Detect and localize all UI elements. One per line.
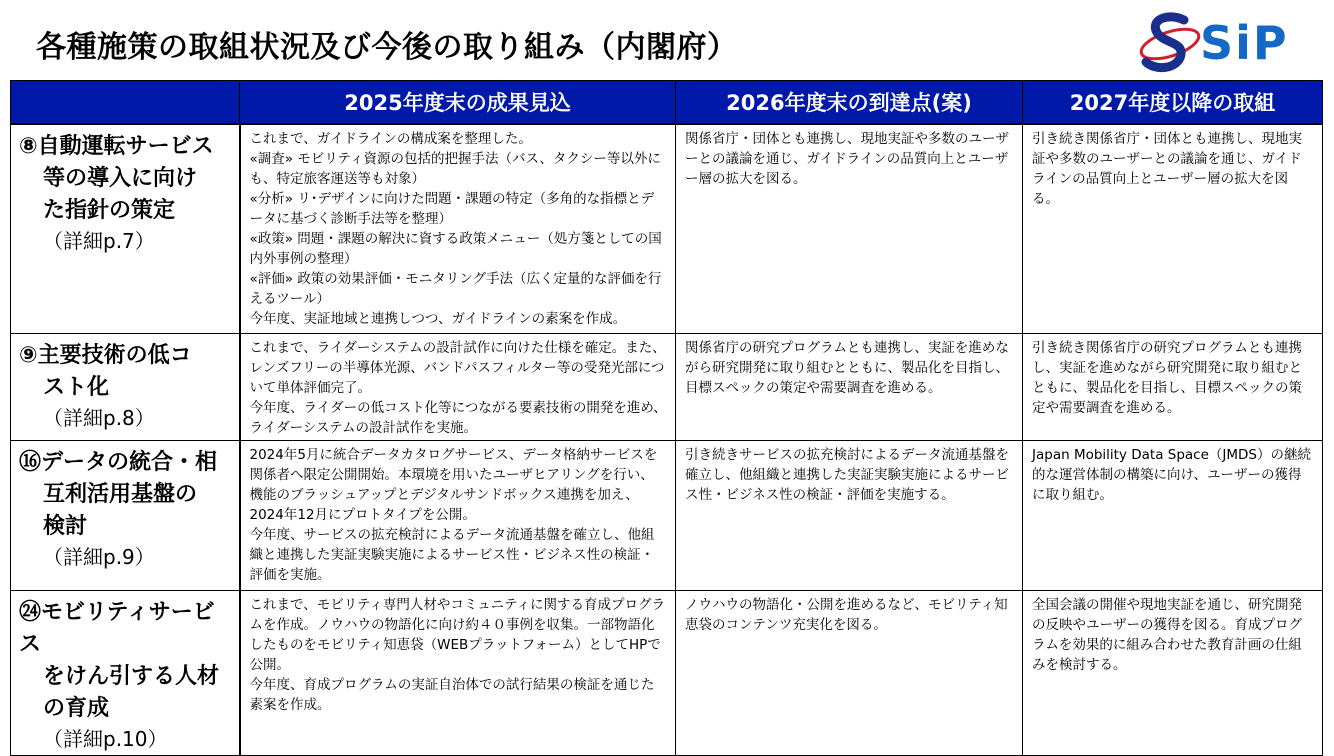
header-2025: 2025年度末の成果見込: [240, 81, 676, 125]
cell-2026: ノウハウの物語化・公開を進めるなど、モビリティ知恵袋のコンテンツ充実化を図る。: [676, 590, 1023, 755]
row-heading: [11, 124, 240, 333]
row-title: ⑧自動運転サービス 等の導入に向け た指針の策定: [19, 134, 214, 223]
table-row: [11, 333, 1323, 440]
cell-2027: 全国会議の開催や現地実証を通じ、研究開発の反映やユーザーの獲得を図る。育成プログラムを効果的に組み合わせた教育計画の仕組みを検討する。: [1023, 590, 1323, 755]
cell-2025: これまで、モビリティ専門人材やコミュニティに関する育成プログラムを作成。ノウハウの物語化に向け約４０事例を収集。一部物語化したものをモビリティ知恵袋（WEBプラットフォーム）としてHPで公開。 今年度、育成プログラムの実証自治体での試行結果の検証を通じた素案を作成。: [240, 590, 676, 755]
row-heading: [11, 440, 240, 590]
header-2027: 2027年度以降の取組: [1023, 81, 1323, 125]
cell-2027: Japan Mobility Data Space（JMDS）の継続的な運営体制の構築に向け、ユーザーの獲得に取り組む。: [1023, 440, 1323, 590]
cell-2026: 引き続きサービスの拡充検討によるデータ流通基盤を確立し、他組織と連携した実証実験実施によるサービス性・ビジネス性の検証・評価を実施する。: [676, 440, 1023, 590]
header-row: [11, 81, 1323, 125]
row-detail-ref: （詳細p.8）: [43, 405, 155, 430]
measures-table: [10, 80, 1323, 756]
row-title: ⑨主要技術の低コ スト化: [19, 342, 192, 400]
row-detail-ref: （詳細p.7）: [43, 229, 155, 253]
logo-text: SiP: [1200, 16, 1289, 70]
table-row: [11, 590, 1323, 755]
cell-2026: 関係省庁の研究プログラムとも連携し、実証を進めながら研究開発に取り組むとともに、製品化を目指し、目標スペックの策定や需要調査を進める。: [676, 333, 1023, 440]
row-title: ㉔モビリティサービス をけん引する人材 の育成: [19, 599, 220, 721]
row-detail-ref: （詳細p.10）: [43, 726, 168, 751]
cell-2026: 関係省庁・団体とも連携し、現地実証や多数のユーザーとの議論を通じ、ガイドラインの品質向上とユーザー層の拡大を図る。: [676, 124, 1023, 333]
row-title: ⑯データの統合・相 互利活用基盤の 検討: [19, 449, 218, 539]
row-detail-ref: （詳細p.9）: [43, 544, 155, 569]
cell-2027: 引き続き関係省庁の研究プログラムとも連携し、実証を進めながら研究開発に取り組むとともに、製品化を目指し、目標スペックの策定や需要調査を進める。: [1023, 333, 1323, 440]
cell-2025: これまで、ライダーシステムの設計試作に向けた仕様を確定。また、レンズフリーの半導体光源、バンドパスフィルター等の受発光部について単体評価完了。 今年度、ライダーの低コスト化等につながる要素技術の開発を進め、ライダーシステムの設計試作を実施。: [240, 333, 676, 440]
cell-2027: 引き続き関係省庁・団体とも連携し、現地実証や多数のユーザーとの議論を通じ、ガイドラインの品質向上とユーザー層の拡大を図る。: [1023, 124, 1323, 333]
row-heading: [11, 590, 240, 755]
cell-2025: これまで、ガイドラインの構成案を整理した。 «調査» モビリティ資源の包括的把握手法（バス、タクシー等以外にも、特定旅客運送等も対象） «分析» リ･デザインに向けた問題・課題の特定（多角的な指標とデータに基づく診断手法等を整理） «政策» 問題・課題の解決に資する政策メニュー（処方箋としての国内外事例の整理） «評価» 政策の効果評価・モニタリング手法（広く定量的な評価を行えるツール） 今年度、実証地域と連携しつつ、ガイドラインの素案を作成。: [240, 124, 676, 333]
row-heading: [11, 333, 240, 440]
table-row: [11, 124, 1323, 333]
page-title: 各種施策の取組状況及び今後の取り組み（内閣府）: [36, 30, 738, 65]
cell-2025: 2024年5月に統合データカタログサービス、データ格納サービスを関係者へ限定公開開始。本環境を用いたユーザヒアリングを行い、機能のブラッシュアップとデジタルサンドボックス連携を加え、2024年12月にプロトタイプを公開。 今年度、サービスの拡充検討によるデータ流通基盤を確立し、他組織と連携した実証実験実施によるサービス性・ビジネス性の検証・評価を実施。: [240, 440, 676, 590]
header-2026: 2026年度末の到達点(案): [676, 81, 1023, 125]
table-row: [11, 440, 1323, 590]
header-blank: [11, 81, 240, 125]
